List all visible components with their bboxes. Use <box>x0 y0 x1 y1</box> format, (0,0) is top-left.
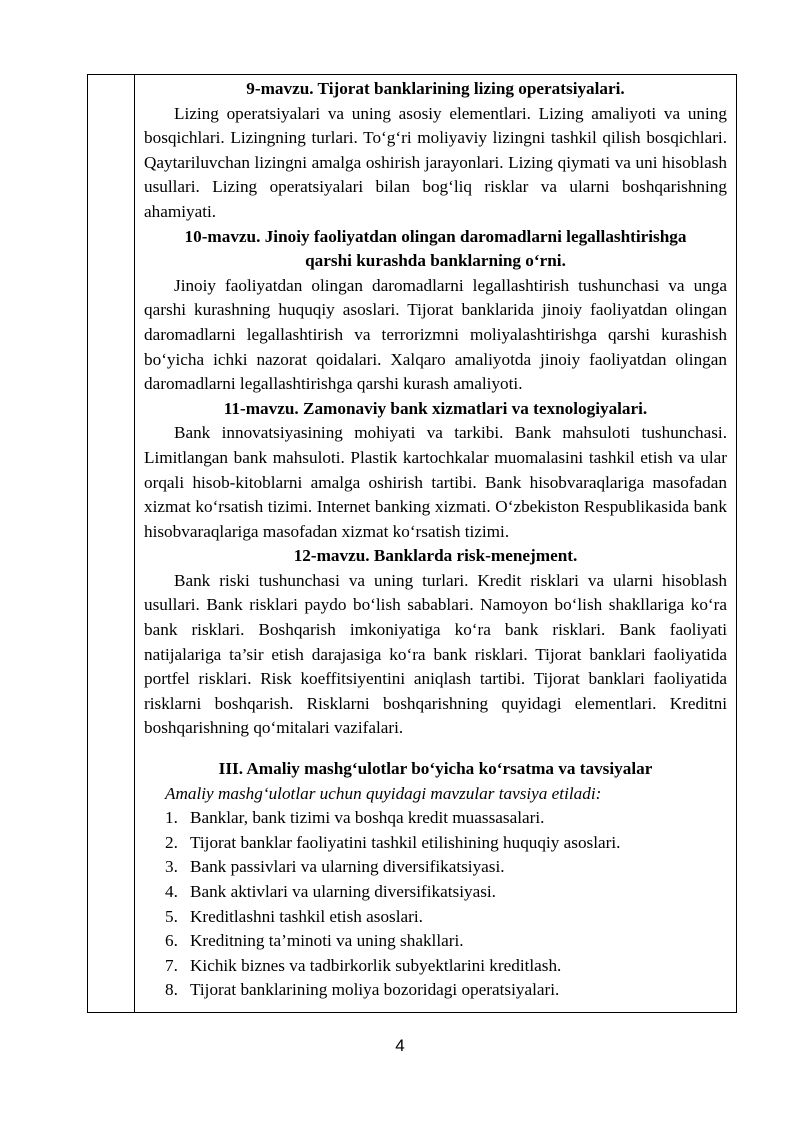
section-10-body: Jinoiy faoliyatdan olingan daromadlarni legallashtirish tushunchasi va unga qarshi kurashning huquqiy asoslari. Tijorat banklarida jinoiy faoliyatdan olingan daromadlarni legallashtirish va terrorizmni moliyalashtirishga qarshi kurashish bo‘yicha ichki nazorat qoidalari. Xalqaro amaliyotda jinoiy faoliyatdan olingan daromadlarni legallashtirishga qarshi kurash amaliyoti. <box>144 275 727 394</box>
list-item-number: 4. <box>165 882 178 901</box>
list-item <box>165 954 727 979</box>
list-item-number: 7. <box>165 955 178 975</box>
content-cell <box>144 77 727 1003</box>
list-item-number: 2. <box>165 832 178 852</box>
section-9-body: Lizing operatsiyalari va uning asosiy elementlari. Lizing amaliyoti va uning bosqichlari. Lizingning turlari. To‘g‘ri moliyaviy lizingni tashkil qilish bosqichlari. Qaytariluvchan lizingni amalga oshirish jarayonlari. Lizing qiymati va uni hisoblash usullari. Lizing operatsiyalari bilan bog‘liq risklar va ularni boshqarishning ahamiyati. <box>144 103 727 221</box>
list-item-number: 8. <box>165 980 178 1000</box>
list-item <box>165 905 727 930</box>
list-item-text: Kreditlashni tashkil etish asoslari. <box>190 906 423 926</box>
list-item-text: Tijorat banklar faoliyatini tashkil etilishining huquqiy asoslari. <box>190 832 621 852</box>
practical-intro: Amaliy mashg‘ulotlar uchun quyidagi mavzular tavsiya etiladi: <box>165 783 602 803</box>
spacer <box>144 741 727 757</box>
list-item-number: 3. <box>165 857 178 877</box>
content-table <box>87 74 737 1013</box>
section-10-title-line1: 10-mavzu. Jinoiy faoliyatdan olingan daromadlarni legallashtirishga <box>184 226 687 246</box>
list-item-number: 1. <box>165 808 178 828</box>
section-11-title: 11-mavzu. Zamonaviy bank xizmatlari va texnologiyalari. <box>223 398 648 418</box>
section-12-title: 12-mavzu. Banklarda risk-menejment. <box>293 546 578 566</box>
list-item <box>165 929 727 954</box>
list-item <box>165 978 727 1003</box>
list-item-text: Kreditning ta’minoti va uning shakllari. <box>190 931 464 951</box>
list-item-text: Kichik biznes va tadbirkorlik subyektlarini kreditlash. <box>190 955 562 975</box>
section-9-title: 9-mavzu. Tijorat banklarining lizing operatsiyalari. <box>246 79 625 98</box>
list-item <box>165 880 727 905</box>
list-item-text: Tijorat banklarining moliya bozoridagi operatsiyalari. <box>190 980 560 1000</box>
section-10-title-line2: qarshi kurashda banklarning o‘rni. <box>305 251 566 271</box>
list-item <box>165 806 727 831</box>
practical-topic-list <box>144 806 727 1003</box>
list-item-text: Bank aktivlari va ularning diversifikatsiyasi. <box>190 882 496 901</box>
section-11-body: Bank innovatsiyasining mohiyati va tarkibi. Bank mahsuloti tushunchasi. Limitlangan bank mahsuloti. Plastik kartochkalar muomalasini tashkil etish va ular orqali hisob-kitoblarni amalga oshirish tartibi. Bank hisobvaraqlariga masofadan xizmat ko‘rsatish tizimi. Internet banking xizmati. O‘zbekiston Respublikasida bank hisobvaraqlariga masofadan xizmat ko‘rsatish tizimi. <box>144 423 727 541</box>
left-column-cell <box>88 75 135 1012</box>
list-item <box>165 855 727 880</box>
list-item-number: 6. <box>165 931 178 951</box>
list-item <box>165 831 727 856</box>
list-item-text: Banklar, bank tizimi va boshqa kredit muassasalari. <box>190 808 545 828</box>
section-12-body: Bank riski tushunchasi va uning turlari. Kredit risklari va ularni hisoblash usullari. Bank risklari paydo bo‘lish sabablari. Namoyon bo‘lish shakllariga ko‘ra bank risklari. Boshqarish imkoniyatiga ko‘ra bank risklari. Bank faoliyati natijalariga ta’sir etish darajasiga ko‘ra bank risklari. Tijorat banklari faoliyatida portfel risklari. Risk koeffitsiyentini aniqlash tartibi. Tijorat banklari faoliyatida risklarni boshqarish. Risklarni boshqarishning quyidagi elementlari. Kreditni boshqarishning qo‘mitalari vazifalari. <box>144 570 727 738</box>
page-number: 4 <box>395 1036 405 1055</box>
list-item-number: 5. <box>165 906 178 926</box>
practical-heading: III. Amaliy mashg‘ulotlar bo‘yicha ko‘rsatma va tavsiyalar <box>218 759 653 779</box>
list-item-text: Bank passivlari va ularning diversifikatsiyasi. <box>190 857 505 877</box>
